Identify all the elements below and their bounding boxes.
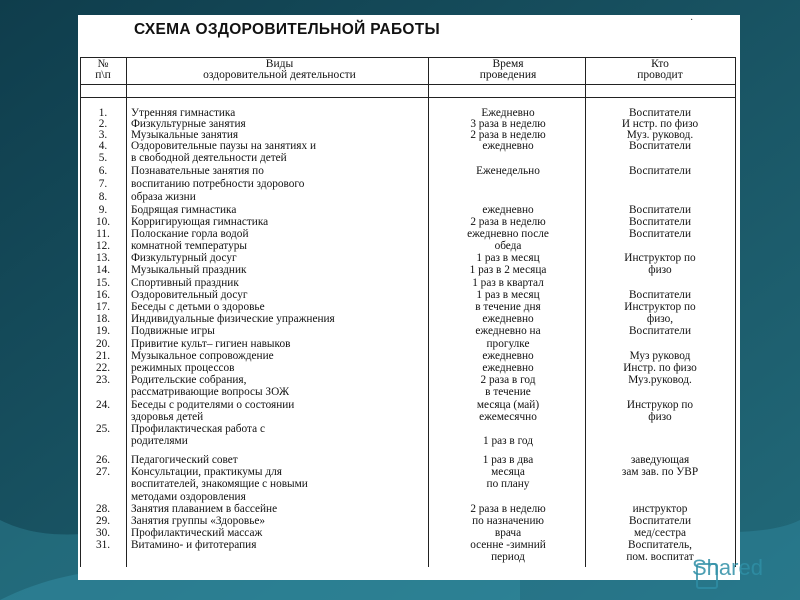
row-15-act: Спортивный праздник: [131, 277, 239, 289]
row-22-time: ежедневно: [482, 362, 534, 374]
row-29-who: заведующая: [630, 454, 690, 466]
header-num-1: №: [97, 58, 109, 70]
row-17-num: 17.: [95, 301, 111, 313]
row-15-num: 15.: [95, 277, 111, 289]
row-28-time: 1 раз в год: [482, 435, 533, 447]
row-34-who: Воспитатели: [628, 515, 691, 527]
row-25-act: Беседы с родителями о состоянии: [131, 399, 295, 411]
row-19-num: 19.: [95, 325, 111, 337]
row-18-time: ежедневно: [482, 313, 534, 325]
row-36-num: 31.: [95, 539, 111, 551]
row-27-act: Профилактическая работа с: [131, 423, 265, 435]
row-11-who: Воспитатели: [628, 228, 691, 240]
row-34-num: 29.: [95, 515, 111, 527]
row-19-time: ежедневно на: [475, 325, 541, 337]
row-16-num: 16.: [95, 289, 111, 301]
row-20-act: Привитие культ– гигиен навыков: [131, 338, 291, 350]
row-36-time: осенне -зимний: [470, 539, 546, 551]
row-34-time: по назначению: [472, 515, 544, 527]
row-20-num: 20.: [95, 338, 111, 350]
row-33-num: 28.: [95, 503, 111, 515]
row-16-act: Оздоровительный досуг: [131, 289, 248, 301]
header-who-1: Кто: [651, 58, 669, 70]
row-2-num: 2.: [98, 118, 108, 130]
row-12-act: комнатной температуры: [131, 240, 247, 252]
header-time-2: проведения: [479, 69, 537, 81]
row-21-time: ежедневно: [482, 350, 534, 362]
header-who-2: проводит: [637, 69, 683, 81]
row-32-act: методами оздоровления: [131, 491, 246, 503]
row-11-time: ежедневно после: [467, 228, 549, 240]
row-13-num: 13.: [95, 252, 111, 264]
row-13-who: Инструктор по: [624, 252, 696, 264]
row-4-time: ежедневно: [482, 140, 534, 152]
row-34-act: Занятия группы «Здоровье»: [131, 515, 266, 527]
row-16-time: 1 раз в месяц: [476, 289, 540, 301]
header-time-1: Время: [492, 58, 524, 70]
row-6-num: 6.: [98, 165, 108, 177]
row-9-num: 9.: [98, 204, 108, 216]
header-activity-2: оздоровительной деятельности: [203, 69, 356, 81]
row-3-act: Музыкальные занятия: [131, 129, 239, 141]
row-22-who: Инстр. по физо: [623, 362, 697, 374]
corner-mark: ·: [690, 15, 694, 26]
row-23-num: 23.: [95, 374, 111, 386]
health-work-table: [80, 57, 740, 567]
page-title: СХЕМА ОЗДОРОВИТЕЛЬНОЙ РАБОТЫ: [134, 21, 441, 38]
row-29-time: 1 раз в два: [482, 454, 534, 466]
row-19-act: Подвижные игры: [131, 325, 215, 337]
row-30-time: месяца: [491, 466, 525, 478]
row-21-who: Муз руковод: [629, 350, 691, 362]
row-12-num: 12.: [95, 240, 111, 252]
row-15-time: 1 раз в квартал: [472, 277, 544, 289]
row-14-act: Музыкальный праздник: [131, 264, 247, 276]
row-3-time: 2 раза в неделю: [470, 129, 546, 141]
row-25-time: месяца (май): [476, 399, 540, 411]
row-36-act: Витамино- и фитотерапия: [131, 539, 257, 551]
row-30-act: Консультации, практикумы для: [131, 466, 282, 478]
row-22-act: режимных процессов: [131, 362, 235, 374]
row-31-time: по плану: [486, 478, 530, 490]
row-2-time: 3 раза в неделю: [470, 118, 546, 130]
row-7-num: 7.: [98, 178, 108, 190]
row-17-act: Беседы с детьми о здоровье: [131, 301, 265, 313]
row-22-num: 22.: [95, 362, 111, 374]
row-14-who: физо: [648, 264, 672, 276]
row-26-who: физо: [648, 411, 672, 423]
row-31-act: воспитателей, знакомящие с новыми: [131, 478, 308, 490]
row-25-who: Инструкор по: [626, 399, 694, 411]
row-4-who: Воспитатели: [628, 140, 691, 152]
row-9-act: Бодрящая гимнастика: [131, 204, 237, 216]
row-36-who: Воспитатель,: [628, 539, 692, 551]
row-24-act: рассматривающие вопросы ЗОЖ: [131, 386, 290, 398]
row-24-time: в течение: [485, 386, 531, 398]
row-33-act: Занятия плаванием в бассейне: [131, 503, 278, 515]
row-1-act: Утренняя гимнастика: [131, 107, 236, 119]
row-33-time: 2 раза в неделю: [470, 503, 546, 515]
row-11-act: Полоскание горла водой: [131, 228, 249, 240]
document-page: [78, 15, 763, 580]
row-23-time: 2 раза в год: [480, 374, 536, 386]
row-6-time: Еженедельно: [476, 165, 540, 177]
row-18-who: физо,: [646, 313, 674, 325]
row-5-num: 5.: [98, 152, 108, 164]
row-3-who: Муз. руковод.: [626, 129, 694, 141]
row-33-who: инструктор: [632, 503, 688, 515]
row-1-time: Ежедневно: [481, 107, 535, 119]
row-9-who: Воспитатели: [628, 204, 691, 216]
row-10-who: Воспитатели: [628, 216, 691, 228]
row-8-act: образа жизни: [131, 191, 196, 203]
row-23-act: Родительские собрания,: [131, 374, 247, 386]
row-14-num: 14.: [95, 264, 111, 276]
row-25-num: 24.: [95, 399, 111, 411]
row-14-time: 1 раз в 2 месяца: [469, 264, 547, 276]
row-2-who: И нстр. по физо: [621, 118, 699, 130]
row-9-time: ежедневно: [482, 204, 534, 216]
row-28-act: родителями: [131, 435, 188, 447]
row-8-num: 8.: [98, 191, 108, 203]
row-4-act: Оздоровительные паузы на занятиях и: [131, 140, 317, 152]
row-27-num: 25.: [95, 423, 111, 435]
row-30-who: зам зав. по УВР: [621, 466, 699, 478]
row-18-num: 18.: [95, 313, 111, 325]
row-35-act: Профилактический массаж: [131, 527, 263, 539]
row-29-act: Педагогический совет: [131, 454, 238, 466]
row-30-num: 27.: [95, 466, 111, 478]
row-2-act: Физкультурные занятия: [131, 118, 246, 130]
row-3-num: 3.: [98, 129, 108, 141]
row-26-time: ежемесячно: [479, 411, 537, 423]
row-10-num: 10.: [95, 216, 111, 228]
row-13-act: Физкультурный досуг: [131, 252, 237, 264]
row-6-act: Познавательные занятия по: [131, 165, 264, 177]
row-21-act: Музыкальное сопровождение: [131, 350, 274, 362]
row-37-who: пом. воспитат: [626, 551, 694, 563]
row-10-time: 2 раза в неделю: [470, 216, 546, 228]
row-4-num: 4.: [98, 140, 108, 152]
row-6-who: Воспитатели: [628, 165, 691, 177]
row-1-who: Воспитатели: [628, 107, 691, 119]
row-16-who: Воспитатели: [628, 289, 691, 301]
row-1-num: 1.: [98, 107, 108, 119]
row-35-time: врача: [494, 527, 522, 539]
row-10-act: Корригирующая гимнастика: [131, 216, 269, 228]
watermark: Shared: [692, 555, 763, 580]
row-35-num: 30.: [95, 527, 111, 539]
row-11-num: 11.: [96, 228, 110, 240]
row-13-time: 1 раз в месяц: [476, 252, 540, 264]
row-37-time: период: [491, 551, 525, 563]
row-12-time: обеда: [494, 240, 522, 252]
row-7-act: воспитанию потребности здорового: [131, 178, 305, 190]
row-18-act: Индивидуальные физические упражнения: [131, 313, 335, 325]
row-17-who: Инструктор по: [624, 301, 696, 313]
row-17-time: в течение дня: [475, 301, 541, 313]
row-26-act: здоровья детей: [131, 411, 204, 423]
row-29-num: 26.: [95, 454, 111, 466]
row-21-num: 21.: [95, 350, 111, 362]
row-19-who: Воспитатели: [628, 325, 691, 337]
row-20-time: прогулке: [486, 338, 530, 350]
row-35-who: мед/сестра: [633, 527, 687, 539]
row-5-act: в свободной деятельности детей: [131, 152, 287, 164]
header-activity-1: Виды: [265, 58, 294, 70]
header-num-2: п\п: [95, 69, 111, 81]
row-23-who: Муз.руковод.: [628, 374, 692, 386]
